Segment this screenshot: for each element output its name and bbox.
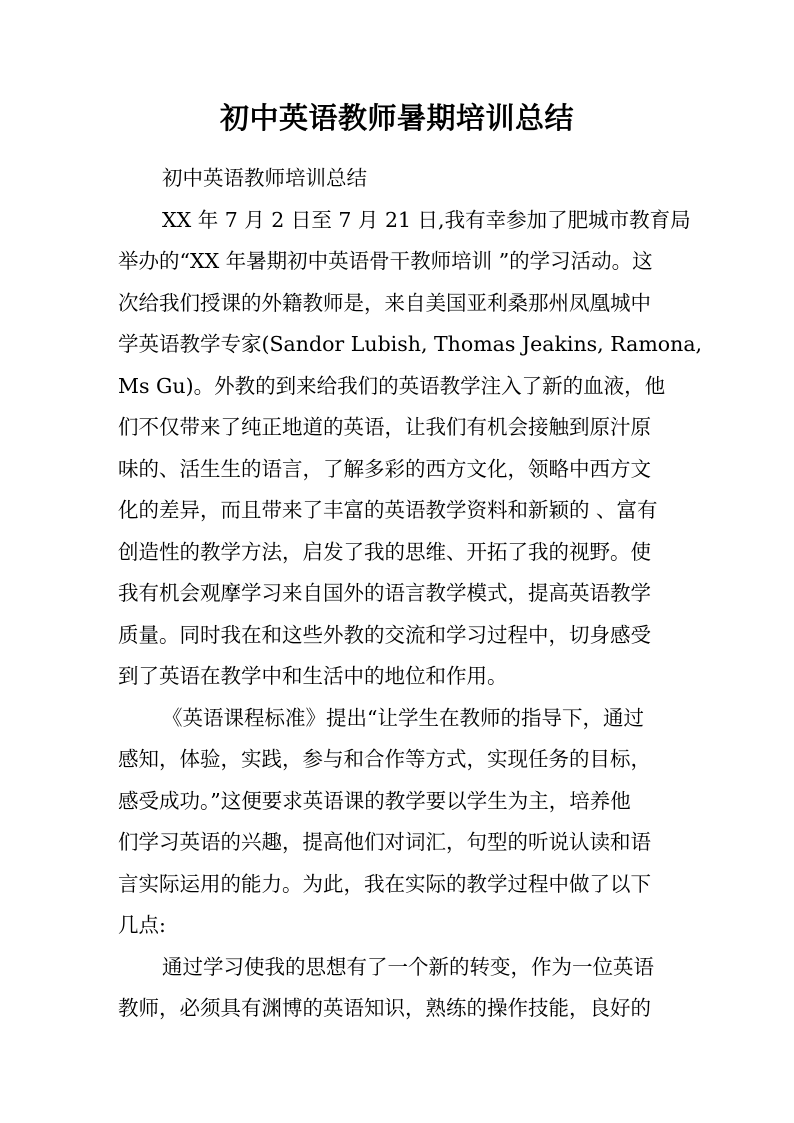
paragraph-1-line-2: 举办的“XX 年暑期初中英语骨干教师培训 ”的学习活动。这 xyxy=(118,249,653,273)
paragraph-2-line-6: 几点: xyxy=(118,913,166,937)
paragraph-1-line-6: 们不仅带来了纯正地道的英语，让我们有机会接触到原汁原 xyxy=(118,415,651,439)
paragraph-1-line-8: 化的差异，而且带来了丰富的英语教学资料和新颖的 、富有 xyxy=(118,498,658,522)
paragraph-2-line-2: 感知，体验，实践，参与和合作等方式，实现任务的目标， xyxy=(118,747,651,771)
paragraph-2-line-1: 《英语课程标准》提出“让学生在教师的指导下，通过 xyxy=(162,705,644,730)
paragraph-2-line-3: 感受成功。”这便要求英语课的教学要以学生为主，培养他 xyxy=(118,788,631,813)
paragraph-1-line-9: 创造性的教学方法，启发了我的思维、开拓了我的视野。使 xyxy=(118,539,651,564)
paragraph-1-line-4: 学英语教学专家(Sandor Lubish, Thomas Jeakins, Ramona, xyxy=(118,332,703,356)
paragraph-1-line-1: XX 年 7 月 2 日至 7 月 21 日,我有幸参加了肥城市教育局 xyxy=(162,207,691,232)
paragraph-3-line-1: 通过学习使我的思想有了一个新的转变，作为一位英语 xyxy=(162,954,654,979)
paragraph-1-line-10: 我有机会观摩学习来自国外的语言教学模式，提高英语教学 xyxy=(118,581,651,605)
paragraph-1-line-12: 到了英语在教学中和生活中的地位和作用。 xyxy=(118,664,508,688)
paragraph-2-line-4: 们学习英语的兴趣，提高他们对词汇，句型的听说认读和语 xyxy=(118,830,651,854)
paragraph-1-line-7: 味的、活生生的语言，了解多彩的西方文化，领略中西方文 xyxy=(118,456,651,481)
document-body xyxy=(118,158,703,1030)
paragraph-1-line-5: Ms Gu)。外教的到来给我们的英语教学注入了新的血液，他 xyxy=(118,373,666,398)
paragraph-2-line-5: 言实际运用的能力。为此，我在实际的教学过程中做了以下 xyxy=(118,871,651,896)
paragraph-3-line-2: 教师，必须具有渊博的英语知识，熟练的操作技能，良好的 xyxy=(118,996,651,1020)
subtitle-line: 初中英语教师培训总结 xyxy=(162,166,367,190)
paragraph-1-line-11: 质量。同时我在和这些外教的交流和学习过程中，切身感受 xyxy=(118,622,651,647)
paragraph-1-line-3: 次给我们授课的外籍教师是，来自美国亚利桑那州凤凰城中 xyxy=(118,290,651,315)
document-title: 初中英语教师暑期培训总结 xyxy=(219,101,574,135)
